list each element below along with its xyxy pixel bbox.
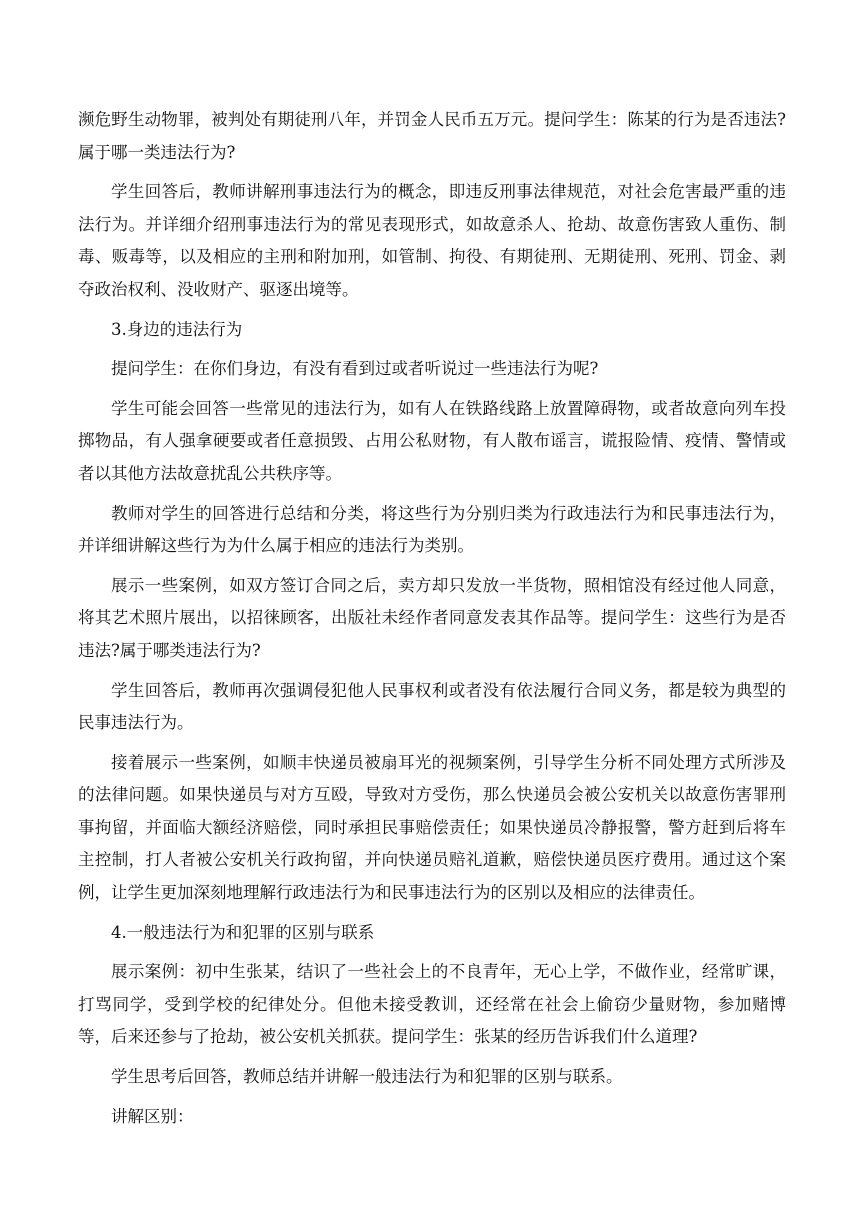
paragraph-student-thinking: 学生思考后回答，教师总结并讲解一般违法行为和犯罪的区别与联系。 [111, 1067, 623, 1087]
paragraph-courier-case: 接着展示一些案例，如顺丰快递员被扇耳光的视频案例，引导学生分析不同处理方式所涉及的法律问题。如果快递员与对方互殴，导致对方受伤，那么快递员会被公安机关以故意伤害罪刑事拘留，并面临大额经济赔偿，同时承担民事赔偿责任；如果快递员冷静报警，警方赶到后将车主控制，打人者被公安机关行政拘留，并向快递员赔礼道歉，赔偿快递员医疗费用。通过这个案例，让学生更加深刻地理解行政违法行为和民事违法行为的区别以及相应的法律责任。 [78, 752, 786, 903]
paragraph-question: 提问学生：在你们身边，有没有看到过或者听说过一些违法行为呢? [111, 359, 599, 379]
paragraph-student-answers: 学生可能会回答一些常见的违法行为，如有人在铁路线路上放置障碍物，或者故意向列车投掷物品，有人强拿硬要或者任意损毁、占用公私财物，有人散布谣言，谎报险情、疫情、警情或者以其他方法故意扰乱公共秩序等。 [78, 398, 786, 483]
paragraph-zhang-case: 展示案例：初中生张某，结识了一些社会上的不良青年，无心上学，不做作业，经常旷课，打骂同学，受到学校的纪律处分。但他未接受教训，还经常在社会上偷窃少量财物，参加赌博等，后来还参与了抢劫，被公安机关抓获。提问学生：张某的经历告诉我们什么道理? [78, 962, 786, 1047]
paragraph-civil-emphasis: 学生回答后，教师再次强调侵犯他人民事权利或者没有依法履行合同义务，都是较为典型的民事违法行为。 [78, 680, 786, 733]
paragraph-criminal-violation: 学生回答后，教师讲解刑事违法行为的概念，即违反刑事法律规范，对社会危害最严重的违法行为。并详细介绍刑事违法行为的常见表现形式，如故意杀人、抢劫、故意伤害致人重伤、制毒、贩毒等，以及相应的主刑和附加刑，如管制、拘役、有期徒刑、无期徒刑、死刑、罚金、剥夺政治权利、没收财产、驱逐出境等。 [78, 182, 786, 299]
section-heading-3: 3.身边的违法行为 [111, 319, 243, 339]
paragraph-teacher-summary: 教师对学生的回答进行总结和分类，将这些行为分别归类为行政违法行为和民事违法行为，并详细讲解这些行为为什么属于相应的违法行为类别。 [78, 503, 786, 556]
document-body [78, 104, 786, 1140]
paragraph-civil-cases: 展示一些案例，如双方签订合同之后，卖方却只发放一半货物，照相馆没有经过他人同意，将其艺术照片展出，以招徕顾客，出版社未经作者同意发表其作品等。提问学生：这些行为是否违法?属于哪类违法行为? [78, 575, 786, 660]
paragraph-case-conclusion: 濒危野生动物罪，被判处有期徒刑八年，并罚金人民币五万元。提问学生：陈某的行为是否违法?属于哪一类违法行为? [78, 110, 786, 162]
paragraph-explain-difference: 讲解区别： [111, 1106, 194, 1126]
section-heading-4: 4.一般违法行为和犯罪的区别与联系 [111, 922, 375, 942]
